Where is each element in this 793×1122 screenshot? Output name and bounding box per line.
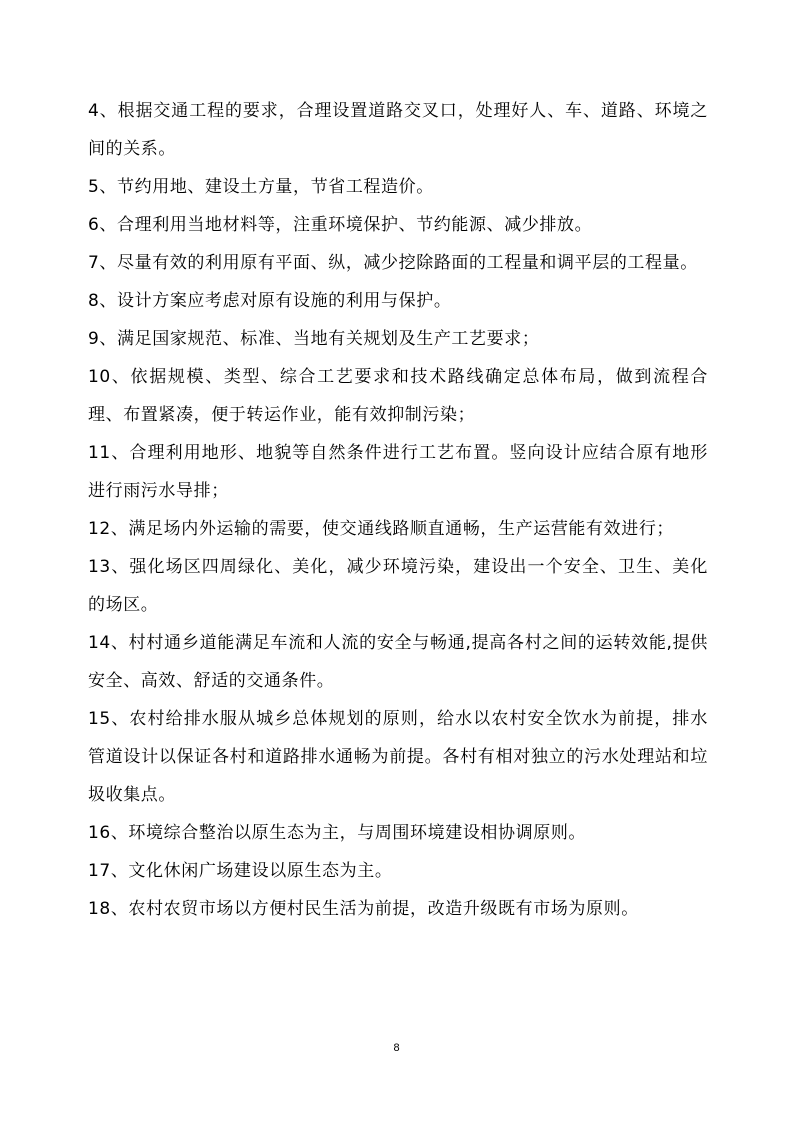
paragraph-item-13: 13、强化场区四周绿化、美化，减少环境污染，建设出一个安全、卫生、美化的场区。 [88,557,708,615]
document-body [88,92,708,928]
paragraph-item-6: 6、合理利用当地材料等，注重环境保护、节约能源、减少排放。 [88,215,593,235]
page-number: 8 [393,1042,400,1054]
paragraph-item-7: 7、尽量有效的利用原有平面、纵，减少挖除路面的工程量和调平层的工程量。 [88,253,698,273]
paragraph-item-10: 10、依据规模、类型、综合工艺要求和技术路线确定总体布局，做到流程合理、布置紧凑，便于转运作业，能有效抑制污染； [88,367,708,425]
paragraph-item-12: 12、满足场内外运输的需要，使交通线路顺直通畅，生产运营能有效进行； [88,519,675,539]
paragraph-item-9: 9、满足国家规范、标准、当地有关规划及生产工艺要求； [88,329,540,349]
paragraph-item-17: 17、文化休闲广场建设以原生态为主。 [88,861,393,881]
paragraph-item-15: 15、农村给排水服从城乡总体规划的原则，给水以农村安全饮水为前提，排水管道设计以保证各村和道路排水通畅为前提。各村有相对独立的污水处理站和垃圾收集点。 [88,709,708,805]
paragraph-item-11: 11、合理利用地形、地貌等自然条件进行工艺布置。竖向设计应结合原有地形进行雨污水导排； [88,443,708,501]
paragraph-item-16: 16、环境综合整治以原生态为主，与周围环境建设相协调原则。 [88,823,587,843]
paragraph-item-4: 4、根据交通工程的要求，合理设置道路交叉口，处理好人、车、道路、环境之间的关系。 [88,101,708,159]
paragraph-item-8: 8、设计方案应考虑对原有设施的利用与保护。 [88,291,452,311]
paragraph-item-18: 18、农村农贸市场以方便村民生活为前提，改造升级既有市场为原则。 [88,899,639,919]
paragraph-item-14: 14、村村通乡道能满足车流和人流的安全与畅通,提高各村之间的运转效能,提供安全、高效、舒适的交通条件。 [88,633,708,691]
paragraph-item-5: 5、节约用地、建设土方量，节省工程造价。 [88,177,434,197]
